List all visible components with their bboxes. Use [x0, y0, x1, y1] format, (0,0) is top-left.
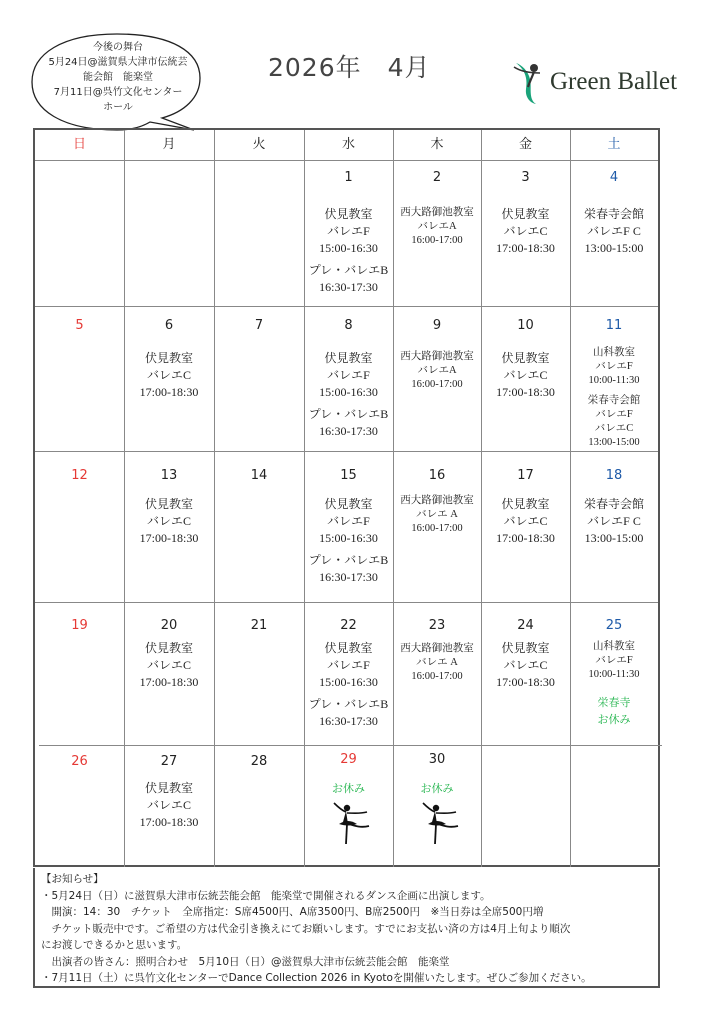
day-number: 25 — [605, 618, 623, 633]
day-number: 29 — [340, 752, 357, 767]
day-number: 15 — [340, 468, 357, 483]
day-number: 24 — [517, 618, 534, 633]
event-text: 伏見教室 バレエC 17:00-18:30 — [496, 641, 555, 689]
day-number: 30 — [428, 752, 446, 767]
day-number: 28 — [250, 754, 268, 769]
day-number: 3 — [521, 170, 530, 185]
ballerina-icon — [420, 802, 460, 846]
day-number: 1 — [344, 170, 353, 185]
day-number: 6 — [164, 318, 174, 333]
bubble-line: ホール — [103, 102, 133, 113]
weekday-sun: 日 — [72, 137, 86, 152]
event-text: 伏見教室 バレエC 17:00-18:30 — [496, 497, 555, 545]
event-text: 西大路御池教室 バレエ A 16:00-17:00 — [400, 495, 474, 534]
weekday-tue: 火 — [252, 137, 266, 152]
weekday-thu: 木 — [430, 137, 444, 152]
day-number: 21 — [250, 618, 268, 633]
bubble-line: 5月24日@滋賀県大津市伝統芸 — [48, 57, 188, 68]
event-text: 栄春寺会館 バレエF バレエC 13:00-15:00 — [587, 395, 641, 448]
event-text: 伏見教室 バレエC 17:00-18:30 — [496, 351, 555, 399]
bubble-line: 今後の舞台 — [93, 42, 143, 53]
rest-label: 栄春寺 お休み — [597, 696, 631, 726]
weekday-mon: 月 — [162, 137, 176, 152]
day-number: 14 — [250, 468, 268, 483]
day-number: 23 — [428, 618, 446, 633]
notice-line: ・7月11日（土）に呉竹文化センターでDance Collection 2026 in Kyotoを開催いたします。ぜひご参加ください。 — [41, 972, 592, 984]
event-text: 栄春寺会館 バレエF C 13:00-15:00 — [583, 497, 644, 545]
event-text: 伏見教室 バレエF 15:00-16:30 — [319, 351, 378, 399]
notice-line: 開演：14：30 チケット 全席指定：S席4500円、A席3500円、B席2500円 ※当日券は全席500円増 — [41, 906, 544, 918]
day-number: 27 — [160, 754, 178, 769]
day-number: 7 — [254, 318, 264, 333]
notice-line: 出演者の皆さん：照明合わせ 5月10日（日）@滋賀県大津市伝統芸能会館 能楽堂 — [41, 955, 450, 968]
day-number: 9 — [432, 318, 442, 333]
event-text: プレ・バレエB 16:30-17:30 — [308, 263, 389, 294]
notice-line: チケット販売中です。ご希望の方は代金引き換えにてお願いします。すでにお支払い済の方は4月上旬より順次 — [41, 922, 571, 935]
event-text: 栄春寺会館 バレエF C 13:00-15:00 — [583, 207, 644, 255]
logo-text: Green Ballet — [550, 68, 678, 95]
day-number: 17 — [517, 468, 534, 483]
notice-line: にお渡しできるかと思います。 — [41, 939, 188, 951]
event-text: 伏見教室 バレエC 17:00-18:30 — [139, 497, 199, 545]
ballet-leaf-logo-icon — [510, 59, 544, 105]
day-number: 18 — [605, 468, 623, 483]
day-number: 5 — [75, 318, 84, 333]
event-text: 伏見教室 バレエF 15:00-16:30 — [319, 641, 378, 689]
event-text: 伏見教室 バレエC 17:00-18:30 — [496, 207, 555, 255]
rest-label: お休み — [420, 782, 454, 795]
bubble-line: 7月11日@呉竹文化センター — [53, 87, 183, 98]
ballerina-icon — [331, 802, 371, 846]
brand-logo — [510, 58, 677, 106]
calendar-grid — [33, 128, 660, 867]
notice-box — [33, 868, 660, 988]
day-number: 26 — [71, 754, 88, 769]
bubble-text — [36, 40, 200, 115]
day-number: 22 — [340, 618, 357, 633]
event-text: 伏見教室 バレエC 17:00-18:30 — [139, 351, 199, 399]
event-text: プレ・バレエB 16:30-17:30 — [308, 553, 389, 584]
day-number: 10 — [517, 318, 534, 333]
weekday-fri: 金 — [518, 137, 532, 152]
day-number: 8 — [344, 318, 353, 333]
event-text: プレ・バレエB 16:30-17:30 — [308, 407, 389, 438]
event-text: 西大路御池教室 バレエ A 16:00-17:00 — [400, 643, 474, 682]
event-text: 西大路御池教室 バレエA 16:00-17:00 — [400, 207, 474, 246]
notice-line: ・5月24日（日）に滋賀県大津市伝統芸能会館 能楽堂で開催されるダンス企画に出演します。 — [41, 889, 491, 902]
bubble-line: 能会館 能楽堂 — [83, 72, 153, 83]
upcoming-stage-bubble — [22, 30, 212, 140]
rest-label: お休み — [332, 782, 365, 795]
event-text: 伏見教室 バレエC 17:00-18:30 — [139, 641, 199, 689]
weekday-wed: 水 — [341, 137, 355, 152]
event-text: 山科教室 バレエF 10:00-11:30 — [588, 347, 640, 386]
event-text: 伏見教室 バレエF 15:00-16:30 — [319, 497, 378, 545]
event-text: 西大路御池教室 バレエA 16:00-17:00 — [400, 351, 474, 390]
event-text: プレ・バレエB 16:30-17:30 — [308, 697, 389, 728]
day-number: 16 — [428, 468, 446, 483]
day-number: 4 — [609, 170, 619, 185]
notice-heading: 【お知らせ】 — [41, 873, 104, 885]
event-text: 伏見教室 バレエC 17:00-18:30 — [139, 781, 199, 829]
day-number: 20 — [160, 618, 178, 633]
day-number: 2 — [432, 170, 442, 185]
day-number: 13 — [160, 468, 178, 483]
weekday-sat: 土 — [607, 137, 621, 152]
day-number: 12 — [71, 468, 88, 483]
day-number: 11 — [605, 318, 623, 333]
event-text: 山科教室 バレエF 10:00-11:30 — [588, 641, 640, 680]
day-number: 19 — [71, 618, 88, 633]
event-text: 伏見教室 バレエF 15:00-16:30 — [319, 207, 378, 255]
page-title: 2026年 4月 — [268, 53, 431, 82]
